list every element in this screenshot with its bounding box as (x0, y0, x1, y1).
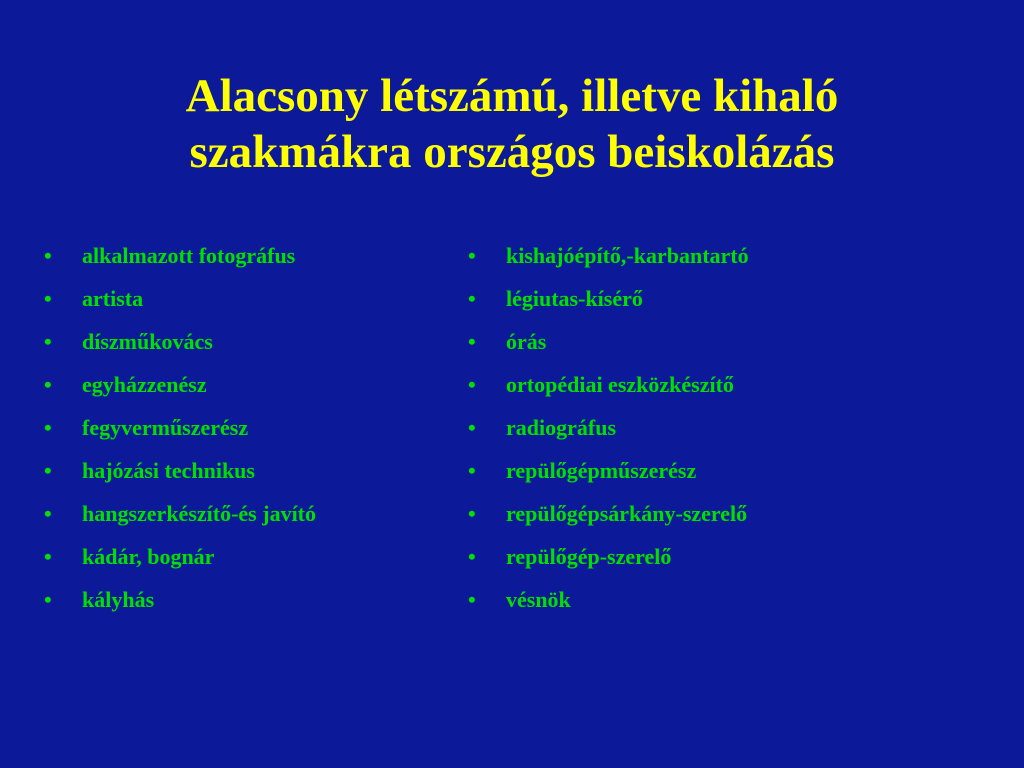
list-item-text: ortopédiai eszközkészítő (506, 372, 734, 397)
bullet-icon: • (468, 286, 476, 311)
bullet-icon: • (44, 372, 52, 397)
list-item-text: kishajóépítő,-karbantartó (506, 243, 749, 268)
bullet-icon: • (468, 501, 476, 526)
bullet-icon: • (44, 501, 52, 526)
bullet-icon: • (468, 587, 476, 612)
list-item-text: repülőgép-szerelő (506, 544, 672, 569)
list-item (44, 326, 444, 369)
list-item (44, 455, 444, 498)
list-item-text: órás (506, 329, 547, 354)
list-item-text: alkalmazott fotográfus (82, 243, 296, 268)
list-item (44, 498, 444, 541)
bullet-icon: • (44, 458, 52, 483)
list-item-text: radiográfus (506, 415, 616, 440)
list-item-text: hangszerkészítő-és javító (82, 501, 317, 526)
list-item (44, 584, 444, 627)
list-item-text: légiutas-kísérő (506, 286, 643, 311)
list-item-text: repülőgépműszerész (506, 458, 697, 483)
list-item (44, 541, 444, 584)
list-item-text: kályhás (82, 587, 155, 612)
list-item (44, 369, 444, 412)
list-item (44, 412, 444, 455)
list-item (468, 498, 948, 541)
list-item (44, 240, 444, 283)
bullet-icon: • (44, 286, 52, 311)
list-item-text: vésnök (506, 587, 571, 612)
bullet-icon: • (44, 544, 52, 569)
list-item-text: artista (82, 286, 144, 311)
bullet-icon: • (44, 587, 52, 612)
list-item (468, 240, 948, 283)
bullet-icon: • (468, 372, 476, 397)
list-item-text: díszműkovács (82, 329, 213, 354)
bullet-icon: • (468, 243, 476, 268)
list-item (468, 369, 948, 412)
list-item (468, 412, 948, 455)
bullet-icon: • (468, 458, 476, 483)
list-item (468, 326, 948, 369)
bullet-icon: • (44, 243, 52, 268)
list-item (468, 455, 948, 498)
list-item-text: repülőgépsárkány-szerelő (506, 501, 748, 526)
bullet-icon: • (44, 415, 52, 440)
list-item-text: hajózási technikus (82, 458, 255, 483)
list-item-text: kádár, bognár (82, 544, 215, 569)
list-item (468, 283, 948, 326)
bullet-icon: • (468, 544, 476, 569)
list-item-text: fegyverműszerész (82, 415, 249, 440)
list-item (468, 584, 948, 627)
bullet-icon: • (44, 329, 52, 354)
left-bullet-list (44, 240, 444, 627)
right-bullet-list (468, 240, 948, 627)
bullet-icon: • (468, 415, 476, 440)
title-line-2: szakmákra országos beiskolázás (189, 126, 835, 178)
title-line-1: Alacsony létszámú, illetve kihaló (185, 70, 839, 122)
list-item-text: egyházzenész (82, 372, 207, 397)
slide-title (0, 68, 1024, 180)
list-item (44, 283, 444, 326)
bullet-icon: • (468, 329, 476, 354)
list-item (468, 541, 948, 584)
